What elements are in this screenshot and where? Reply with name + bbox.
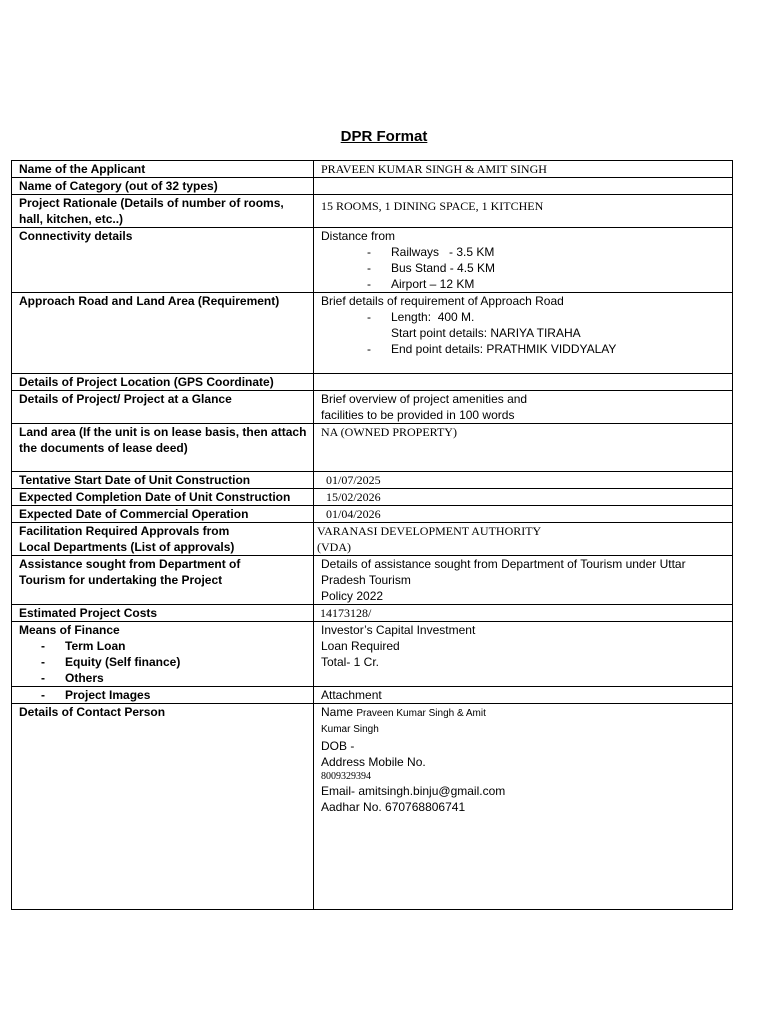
table-row (12, 161, 733, 178)
row-label: Expected Completion Date of Unit Construction (12, 489, 314, 506)
land-label-line: Land area (If the unit is on lease basis, then attach (19, 425, 307, 439)
contact-email: Email- amitsingh.binju@gmail.com (321, 784, 506, 798)
finance-equity: Equity (Self finance) (65, 655, 181, 669)
finance-line: Loan Required (321, 639, 400, 653)
images-value: Attachment (314, 687, 733, 704)
row-label: Details of Project Location (GPS Coordinate) (12, 374, 314, 391)
contact-name-label: Name (321, 705, 354, 719)
row-label: Tentative Start Date of Unit Construction (12, 472, 314, 489)
row-label (12, 622, 314, 687)
list-item: - Term Loan (41, 639, 126, 653)
connectivity-intro: Distance from (321, 229, 396, 243)
finance-line: Investor’s Capital Investment (321, 623, 476, 637)
row-label: Expected Date of Commercial Operation (12, 506, 314, 523)
glance-value (314, 391, 733, 424)
finance-label: Means of Finance (19, 623, 120, 637)
table-row (12, 195, 733, 228)
contact-address-mobile: Address Mobile No. (321, 755, 426, 769)
approach-intro: Brief details of requirement of Approach Road (321, 294, 564, 308)
table-row (12, 506, 733, 523)
cost-value: 14173128/ (314, 605, 733, 622)
finance-value (314, 622, 733, 687)
gps-value (314, 374, 733, 391)
assistance-label-line: Assistance sought from Department of (19, 557, 241, 571)
start-date-value: 01/07/2025 (314, 472, 733, 489)
assistance-line: Pradesh Tourism (321, 573, 411, 587)
contact-dob: DOB - (321, 739, 355, 753)
table-row (12, 424, 733, 472)
list-item: - Length: 400 M. (367, 310, 475, 324)
approvals-label-line: Local Departments (List of approvals) (19, 540, 235, 554)
approach-end: End point details: PRATHMIK VIDDYALAY (391, 342, 617, 356)
category-value (314, 178, 733, 195)
glance-line: facilities to be provided in 100 words (321, 408, 515, 422)
contact-name-value-cont: Kumar Singh (321, 724, 379, 735)
images-label: Project Images (65, 688, 151, 702)
completion-date-value: 15/02/2026 (314, 489, 733, 506)
list-item: - Bus Stand - 4.5 KM (367, 261, 496, 275)
table-row (12, 704, 733, 910)
approach-length: Length: 400 M. (391, 310, 475, 324)
row-label (12, 556, 314, 605)
row-label (12, 687, 314, 704)
table-row (12, 489, 733, 506)
bus-stand-distance: Bus Stand - 4.5 KM (391, 261, 496, 275)
row-label: Estimated Project Costs (12, 605, 314, 622)
table-row (12, 687, 733, 704)
connectivity-value (314, 228, 733, 293)
row-label: Details of Contact Person (12, 704, 314, 910)
contact-value (314, 704, 733, 910)
applicant-value: PRAVEEN KUMAR SINGH & AMIT SINGH (314, 161, 733, 178)
glance-line: Brief overview of project amenities and (321, 392, 528, 406)
list-item: - Airport – 12 KM (367, 277, 475, 291)
finance-others: Others (65, 671, 104, 685)
list-item: - Project Images (41, 688, 151, 702)
list-item: - Equity (Self finance) (41, 655, 181, 669)
contact-name-value: Praveen Kumar Singh & Amit (356, 708, 486, 719)
list-item: - End point details: PRATHMIK VIDDYALAY (367, 342, 617, 356)
commercial-date-value: 01/04/2026 (314, 506, 733, 523)
table-row (12, 622, 733, 687)
contact-aadhar: Aadhar No. 670768806741 (321, 800, 466, 814)
assistance-line: Details of assistance sought from Department of Tourism under Uttar (321, 557, 686, 571)
approvals-value (314, 523, 733, 556)
table-row (12, 228, 733, 293)
land-value: NA (OWNED PROPERTY) (314, 424, 733, 472)
list-item: - Railways - 3.5 KM (367, 245, 495, 259)
list-item: - Others (41, 671, 104, 685)
railways-distance: Railways - 3.5 KM (391, 245, 495, 259)
land-label-line: the documents of lease deed) (19, 441, 188, 455)
table-row (12, 374, 733, 391)
finance-line: Total- 1 Cr. (321, 655, 380, 669)
row-label: Name of the Applicant (12, 161, 314, 178)
assistance-value (314, 556, 733, 605)
assistance-line: Policy 2022 (321, 589, 384, 603)
row-label: Project Rationale (Details of number of rooms, hall, kitchen, etc..) (12, 195, 314, 228)
contact-mobile: 8009329394 (321, 771, 371, 782)
airport-distance: Airport – 12 KM (391, 277, 475, 291)
table-row (12, 293, 733, 374)
table-row (12, 391, 733, 424)
row-label (12, 523, 314, 556)
page-title: DPR Format (340, 128, 428, 145)
table-row (12, 556, 733, 605)
approach-start: Start point details: NARIYA TIRAHA (391, 326, 581, 340)
table-row (12, 178, 733, 195)
assistance-label-line: Tourism for undertaking the Project (19, 573, 223, 587)
row-label (12, 424, 314, 472)
row-label: Name of Category (out of 32 types) (12, 178, 314, 195)
approvals-label-line: Facilitation Required Approvals from (19, 524, 230, 538)
finance-term-loan: Term Loan (65, 639, 126, 653)
approvals-line: (VDA) (317, 540, 351, 554)
contact-name-line (321, 704, 726, 722)
table-row (12, 523, 733, 556)
row-label: Connectivity details (12, 228, 314, 293)
row-label: Details of Project/ Project at a Glance (12, 391, 314, 424)
row-label: Approach Road and Land Area (Requirement) (12, 293, 314, 374)
dpr-table (11, 160, 733, 910)
rationale-value: 15 ROOMS, 1 DINING SPACE, 1 KITCHEN (314, 195, 733, 228)
approvals-line: VARANASI DEVELOPMENT AUTHORITY (317, 524, 542, 538)
table-row (12, 605, 733, 622)
approach-value (314, 293, 733, 374)
table-row (12, 472, 733, 489)
